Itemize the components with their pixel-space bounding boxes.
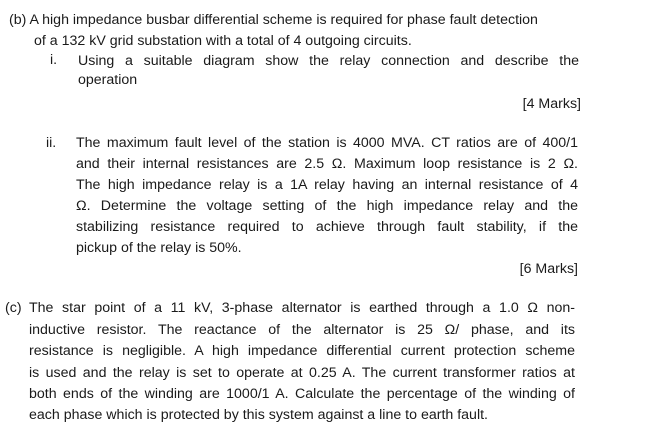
item-i-numeral: i. bbox=[50, 52, 58, 68]
part-c-line-6: each phase which is protected by this system against a line to earth fault. bbox=[29, 407, 488, 423]
item-i-marks: [4 Marks] bbox=[522, 96, 581, 112]
part-b-line-1 bbox=[9, 10, 538, 30]
item-ii-line-5: stabilizing resistance required to achieve through fault stability, if the bbox=[76, 219, 578, 235]
part-b-text-1: A high impedance busbar differential scheme is required for phase fault detection bbox=[29, 12, 538, 28]
part-c-line-4: is used and the relay is set to operate at 0.25 A. The current transformer ratios at bbox=[29, 365, 575, 381]
item-ii-numeral: ii. bbox=[46, 135, 57, 151]
item-ii-marks: [6 Marks] bbox=[519, 261, 578, 277]
item-i-line-1: Using a suitable diagram show the relay connection and describe the bbox=[78, 53, 579, 69]
part-b-line-2: of a 132 kV grid substation with a total of 4 outgoing circuits. bbox=[34, 33, 412, 49]
part-b-label: (b) bbox=[9, 12, 27, 28]
item-ii-line-1: The maximum fault level of the station is 4000 MVA. CT ratios are of 400/1 bbox=[76, 135, 578, 151]
item-i-line-2: operation bbox=[78, 72, 138, 88]
item-ii-line-4: Ω. Determine the voltage setting of the high impedance relay and the bbox=[76, 198, 578, 214]
item-ii-line-3: The high impedance relay is a 1A relay having an internal resistance of 4 bbox=[76, 177, 578, 193]
part-c-line-2: inductive resistor. The reactance of the alternator is 25 Ω/ phase, and its bbox=[29, 322, 575, 338]
part-c-line-3: resistance is negligible. A high impedance differential current protection scheme bbox=[29, 343, 575, 359]
item-ii-line-6: pickup of the relay is 50%. bbox=[76, 240, 242, 256]
part-c-line-5: both ends of the winding are 1000/1 A. Calculate the percentage of the winding of bbox=[29, 386, 575, 402]
item-ii-line-2: and their internal resistances are 2.5 Ω. Maximum loop resistance is 2 Ω. bbox=[76, 156, 578, 172]
part-c-line-1: The star point of a 11 kV, 3-phase alternator is earthed through a 1.0 Ω non- bbox=[29, 300, 575, 316]
part-c-label: (c) bbox=[5, 300, 22, 316]
